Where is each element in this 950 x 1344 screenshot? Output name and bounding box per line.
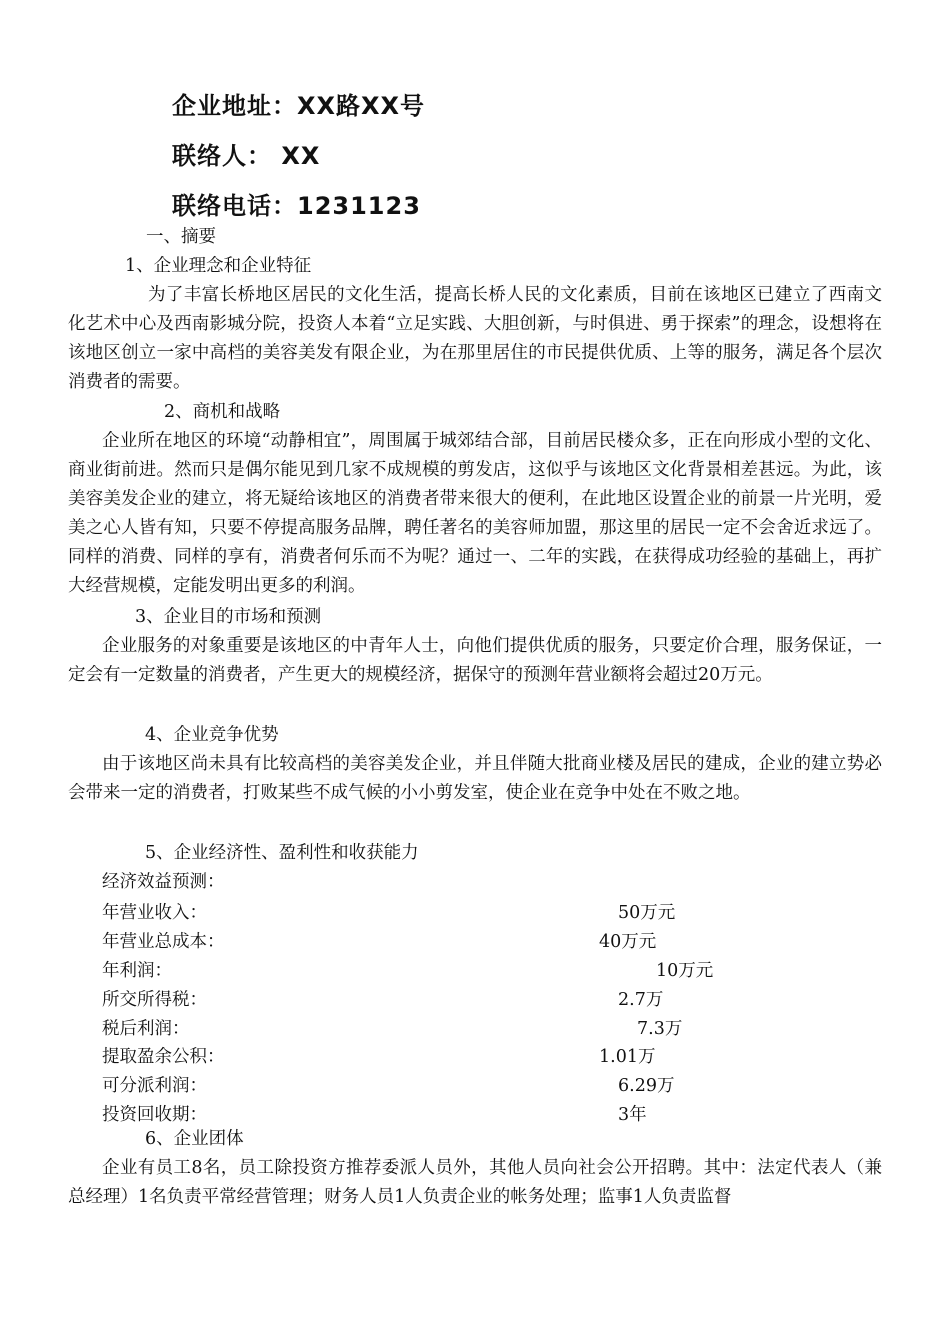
section-title-summary: 一、摘要 [146,227,216,247]
finance-label: 年利润： [102,961,172,981]
subsection-title-5: 5、企业经济性、盈利性和收获能力 [145,843,419,863]
subsection-text-3: 企业服务的对象重要是该地区的中青年人士，向他们提供优质的服务，只要定价合理，服务保证，一定会有一定数量的消费者，产生更大的规模经济，据保守的预测年营业额将会超过20万元。 [68,636,882,685]
finance-label: 投资回收期： [102,1105,207,1125]
finance-label: 税后利润： [102,1019,190,1039]
finance-value: 3年 [618,1105,647,1125]
finance-forecast-heading: 经济效益预测： [102,872,225,892]
contact-phone: 联络电话：1231123 [172,192,421,220]
finance-value: 2.7万 [618,990,664,1010]
subsection-title-3: 3、企业目的市场和预测 [135,607,322,627]
subsection-text-2: 企业所在地区的环境“动静相宜”，周围属于城郊结合部，目前居民楼众多，正在向形成小型的文化、商业街前进。然而只是偶尔能见到几家不成规模的剪发店，这似乎与该地区文化背景相差甚远。为此，该美容美发企业的建立，将无疑给该地区的消费者带来很大的便利，在此地区设置企业的前景一片光明，爱美之心人皆有知，只要不停提高服务品牌，聘任著名的美容师加盟，那这里的居民一定不会舍近求远了。同样的消费、同样的享有，消费者何乐而不为呢？通过一、二年的实践，在获得成功经验的基础上，再扩大经营规模，定能发明出更多的利润。 [68,431,882,596]
finance-label: 年营业总成本： [102,932,225,952]
subsection-text-4: 由于该地区尚未具有比较高档的美容美发企业，并且伴随大批商业楼及居民的建成，企业的建立势必会带来一定的消费者，打败某些不成气候的小小剪发室，使企业在竞争中处在不败之地。 [68,754,882,803]
finance-value: 40万元 [599,932,657,952]
subsection-title-4: 4、企业竞争优势 [145,725,279,745]
finance-label: 可分派利润： [102,1076,207,1096]
finance-label: 提取盈余公积： [102,1047,225,1067]
subsection-title-6: 6、企业团体 [145,1129,244,1149]
finance-label: 所交所得税： [102,990,207,1010]
finance-value: 50万元 [618,903,676,923]
subsection-title-1: 1、企业理念和企业特征 [125,256,312,276]
finance-value: 10万元 [656,961,714,981]
company-address: 企业地址：XX路XX号 [172,92,426,120]
finance-value: 6.29万 [618,1076,675,1096]
subsection-text-6: 企业有员工8名，员工除投资方推荐委派人员外，其他人员向社会公开招聘。其中：法定代表人（兼总经理）1名负责平常经营管理；财务人员1人负责企业的帐务处理；监事1人负责监督 [68,1158,882,1207]
finance-value: 7.3万 [637,1019,683,1039]
finance-value: 1.01万 [599,1047,656,1067]
finance-label: 年营业收入： [102,903,207,923]
subsection-title-2: 2、商机和战略 [164,402,281,422]
subsection-text-1: 为了丰富长桥地区居民的文化生活，提高长桥人民的文化素质，目前在该地区已建立了西南文化艺术中心及西南影城分院，投资人本着“立足实践、大胆创新，与时俱进、勇于探索”的理念，设想将在该地区创立一家中高档的美容美发有限企业，为在那里居住的市民提供优质、上等的服务，满足各个层次消费者的需要。 [68,285,882,392]
contact-person: 联络人： XX [172,142,321,170]
